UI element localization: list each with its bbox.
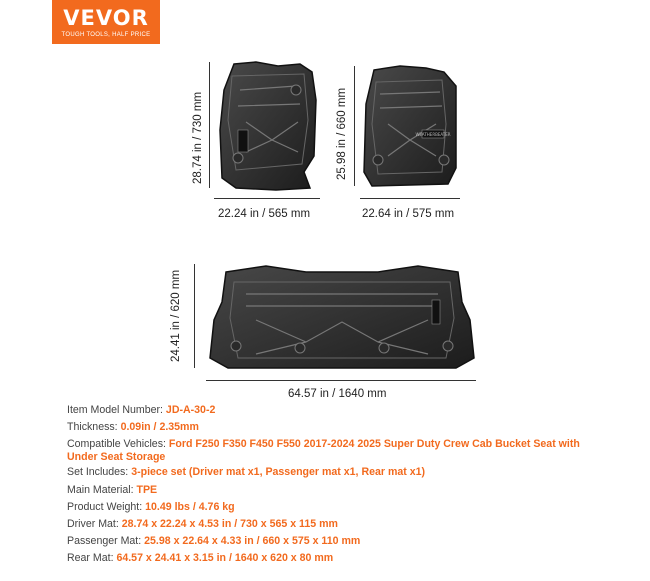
- spec-model-number: Item Model Number: JD-A-30-2: [67, 404, 216, 416]
- rear-mat-image: [206, 262, 478, 370]
- driver-height-label: 28.74 in / 730 mm: [192, 91, 204, 184]
- driver-width-line: [214, 198, 320, 199]
- passenger-width-line: [360, 198, 460, 199]
- spec-product-weight: Product Weight: 10.49 lbs / 4.76 kg: [67, 501, 235, 513]
- passenger-width-label: 22.64 in / 575 mm: [362, 208, 455, 220]
- rear-width-line: [206, 380, 476, 381]
- passenger-mat-image: [360, 64, 460, 188]
- spec-driver-mat: Driver Mat: 28.74 x 22.24 x 4.53 in / 730 x 565 x 115 mm: [67, 518, 338, 530]
- spec-main-material: Main Material: TPE: [67, 484, 158, 496]
- brand-name: VEVOR: [63, 6, 149, 30]
- spec-rear-mat: Rear Mat: 64.57 x 24.41 x 3.15 in / 1640 x 620 x 80 mm: [67, 552, 334, 564]
- driver-mat-image: [216, 60, 320, 192]
- rear-width-label: 64.57 in / 1640 mm: [288, 388, 387, 400]
- rear-height-label: 24.41 in / 620 mm: [170, 269, 182, 362]
- passenger-mat-badge: WEATHERBEATER: [415, 132, 451, 137]
- spec-set-includes: Set Includes: 3-piece set (Driver mat x1, Passenger mat x1, Rear mat x1): [67, 466, 426, 478]
- brand-logo: [52, 0, 160, 44]
- passenger-height-line: [354, 66, 355, 186]
- driver-height-line: [209, 62, 210, 188]
- spec-passenger-mat: Passenger Mat: 25.98 x 22.64 x 4.33 in / 660 x 575 x 110 mm: [67, 535, 361, 547]
- driver-width-label: 22.24 in / 565 mm: [218, 208, 311, 220]
- passenger-height-label: 25.98 in / 660 mm: [336, 87, 348, 180]
- brand-tagline: TOUGH TOOLS, HALF PRICE: [61, 32, 151, 38]
- spec-thickness: Thickness: 0.09in / 2.35mm: [67, 421, 199, 433]
- rear-height-line: [194, 264, 195, 368]
- spec-compatible-vehicles: Compatible Vehicles: Ford F250 F350 F450 F550 2017-2024 2025 Super Duty Crew Cab Bucket Seat with Under Seat Storage: [67, 438, 580, 463]
